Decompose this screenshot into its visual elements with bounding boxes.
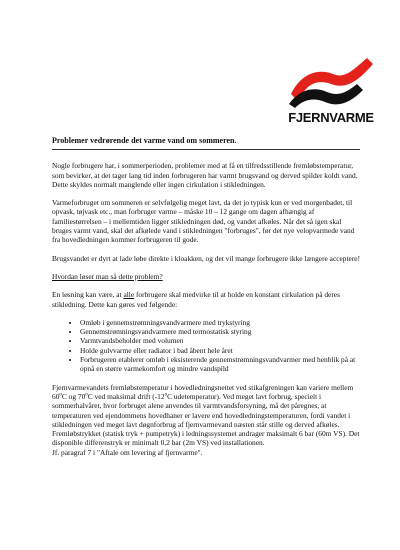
temperature-text: Fjernvarmevandets fremløbstemperatur i hovedledningsnettet ved stikafgreningen kan variere mellem 60 [52,382,354,401]
final-section [52,383,362,457]
paragraph-solution [52,290,362,309]
paragraph-summer-usage: Varmeforbruget om sommeren er selvfølgelig meget lavt, da det jo typisk kun er ved morgenbadet, til opvask, tøjvask etc., man forbruger varme – måske 10 – 12 gange om dagen afhængig af familiestørrelsen – i mellemtiden ligger stikledningen død, og vandet afkøles. Når det så igen skal bruges varmt vand, skal det afkølede vand i stikledningen "forbruges", før det nye velopvarmede vand fra hovedledningen kommer forbrugeren til gode. [52,198,355,245]
solution-list [52,318,362,374]
temperature-text: C ved maksimal drift (-12 [87,391,165,401]
fjernvarme-logo [281,50,381,135]
list-item: • Holde gulvvarme eller radiator i bad åbent hele året [80,346,362,355]
degree-mark: o [164,392,168,398]
temperature-text: C og 70 [61,391,86,401]
document-title: Problemer vedrørende det varme vand om sommeren. [52,136,237,145]
degree-mark: o [59,392,62,398]
solution-text-start: En løsning kan være, at [52,290,124,300]
fjernvarme-pipe-icon [287,50,375,108]
list-item: • Forbrugeren etablerer omløb i eksisterende gennemstrømningsvandvarmer med henblik på at opnå en større varmekomfort og mindre vandspild [80,355,362,374]
paragraph-intro: Nogle forbrugere har, i sommerperioden, problemer med at få en tilfredsstillende fremløbstemperatur, som bevirker, at det tager lang tid inden forbrugeren har varmt brugsvand og derved spilder koldt vand. Dette skyldes normalt manglende eller ingen cirkulation i stikledningen. [52,161,358,189]
paragraph-temperature [52,383,362,448]
title-divider [52,149,360,150]
paragraph-reference: Jf. paragraf 7 i "Aftale om levering af fjernvarme". [52,447,203,457]
list-item: • Gennemstrømningsvandvarmere med termostatisk styring [80,327,362,336]
solution-text-end: forbrugere skal medvirke til at holde en konstant cirkulation på deres stikledning. Dette kan gøres ved følgende: [52,290,340,309]
temperature-text: C udetemperatur). Ved meget lavt forbrug, specielt i sommerhalvåret, hvor forbruget alene anvendes til varmtvandsforsyning, må det påregnes, at temperaturen ved ejendommens hovedhaner er lavere end hovedledningstemperaturen, fordi vandet i stikledningen ved meget lavt døgnforbrug af fjernvarmevand næsten står stille og derved afkøles. Fremløbstrykket (statisk tryk + pumpetryk) i ledningssystemet andrager maksimalt 6 bar (60m VS). Det disponible differenstryk er minimalt 0,2 bar (2m VS) ved installationen. [52,391,360,448]
list-item: • Varmtvandsbeholder med volumen [80,336,362,345]
degree-mark: o [85,392,88,398]
list-item: • Omløb i gennemstrømningsvandvarmere med trykstyring [80,318,362,327]
section-heading-solution: Hvordan løser man så dette problem? [52,271,163,281]
letter-body [52,136,362,457]
paragraph-cost: Brugsvandet er dyrt at lade løbe direkte i kloakken, og det vil mange forbrugere ikke længere acceptere! [52,253,361,263]
logo-wordmark: FJERNVARME [288,110,374,125]
solution-emphasis: alle [123,290,135,300]
